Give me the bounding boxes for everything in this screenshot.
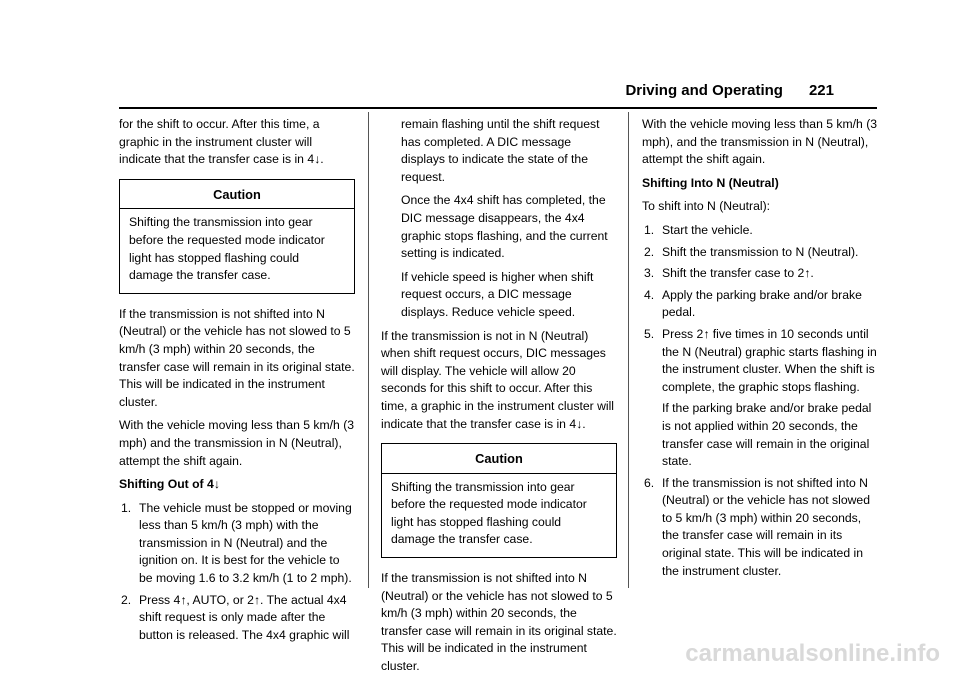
column-3 <box>642 116 878 584</box>
step-number: 6. <box>644 475 655 490</box>
steps-list <box>119 500 355 645</box>
caution-box <box>381 443 617 558</box>
list-item <box>642 326 878 471</box>
header-rule <box>119 107 877 109</box>
step-text: Start the vehicle. <box>662 222 753 237</box>
caution-text: Shifting the transmission into gear before the requested mode indicator light has stopped flashing could damage the transfer case. <box>129 215 325 283</box>
step-number: 1. <box>121 500 132 515</box>
column-1 <box>119 116 355 648</box>
step-number: 2. <box>121 592 132 607</box>
step-text: Press 4↑, AUTO, or 2↑. The actual 4x4 shift request is only made after the button is released. The 4x4 graphic will <box>139 592 350 642</box>
paragraph: If vehicle speed is higher when shift request occurs, a DIC message displays. Reduce vehicle speed. <box>401 269 594 319</box>
paragraph: If the transmission is not in N (Neutral) when shift request occurs, DIC messages will display. The vehicle will allow 20 seconds for this shift to occur. After this time, a graphic in the instrument cluster will indicate that the transfer case is in 4↓. <box>381 328 615 431</box>
step-number: 1. <box>644 222 655 237</box>
step-text: If the transmission is not shifted into N (Neutral) or the vehicle has not slowed to 5 km/h (3 mph) within 20 seconds, the transfer case will remain in its original state. This will be indicated in the instrument cluster. <box>662 475 870 578</box>
caution-box <box>119 179 355 294</box>
section-title: Driving and Operating <box>625 82 783 99</box>
list-item <box>642 475 878 581</box>
paragraph: If the transmission is not shifted into N (Neutral) or the vehicle has not slowed to 5 km/h (3 mph) within 20 seconds, the transfer case will remain in its original state. This will be indicated in the instrument cluster. <box>381 571 617 674</box>
list-item <box>119 592 355 645</box>
page-header <box>625 82 834 99</box>
paragraph: To shift into N (Neutral): <box>642 199 771 214</box>
column-divider <box>628 112 629 588</box>
section-heading: Shifting Into N (Neutral) <box>642 175 779 190</box>
paragraph: If the transmission is not shifted into N (Neutral) or the vehicle has not slowed to 5 km/h (3 mph) within 20 seconds, the transfer case will remain in its original state. This will be indicated in the instrument cluster. <box>119 306 355 409</box>
step-number: 4. <box>644 287 655 302</box>
list-item <box>642 265 878 283</box>
page-number: 221 <box>808 82 834 99</box>
list-item <box>642 244 878 262</box>
paragraph: Once the 4x4 shift has completed, the DIC message disappears, the 4x4 graphic stops flashing, and the current setting is indicated. <box>401 193 608 261</box>
step-number: 5. <box>644 326 655 341</box>
step-number: 2. <box>644 244 655 259</box>
caution-title: Caution <box>382 444 616 474</box>
paragraph: for the shift to occur. After this time, a graphic in the instrument cluster will indicate that the transfer case is in 4↓. <box>119 117 324 167</box>
step-text: Press 2↑ five times in 10 seconds until the N (Neutral) graphic starts flashing in the instrument cluster. When the shift is complete, the graphic stops flashing. <box>662 326 877 394</box>
step-text: Shift the transfer case to 2↑. <box>662 266 814 281</box>
list-item <box>642 222 878 240</box>
list-item <box>642 287 878 322</box>
step-text: The vehicle must be stopped or moving less than 5 km/h (3 mph) with the transmission in N (Neutral) and the ignition on. It is best for the vehicle to be moving 1.6 to 3.2 km/h (1 to 2 mph). <box>139 500 352 586</box>
steps-list <box>642 222 878 580</box>
paragraph: remain flashing until the shift request has completed. A DIC message displays to indicate the state of the request. <box>401 117 600 184</box>
step-text: Apply the parking brake and/or brake pedal. <box>662 287 862 320</box>
caution-text: Shifting the transmission into gear before the requested mode indicator light has stopped flashing could damage the transfer case. <box>391 479 587 547</box>
step-note: If the parking brake and/or brake pedal is not applied within 20 seconds, the transfer case will remain in the original state. <box>662 401 872 469</box>
step-number: 3. <box>644 266 655 281</box>
paragraph: With the vehicle moving less than 5 km/h (3 mph) and the transmission in N (Neutral), attempt the shift again. <box>119 418 355 468</box>
column-divider <box>368 112 369 588</box>
section-heading: Shifting Out of 4↓ <box>119 477 220 492</box>
list-item <box>119 500 355 588</box>
step-text: Shift the transmission to N (Neutral). <box>662 244 859 259</box>
column-2 <box>381 116 617 682</box>
caution-title: Caution <box>120 180 354 210</box>
watermark: carmanualsonline.info <box>685 640 940 667</box>
paragraph: With the vehicle moving less than 5 km/h (3 mph), and the transmission in N (Neutral), attempt the shift again. <box>642 117 878 167</box>
